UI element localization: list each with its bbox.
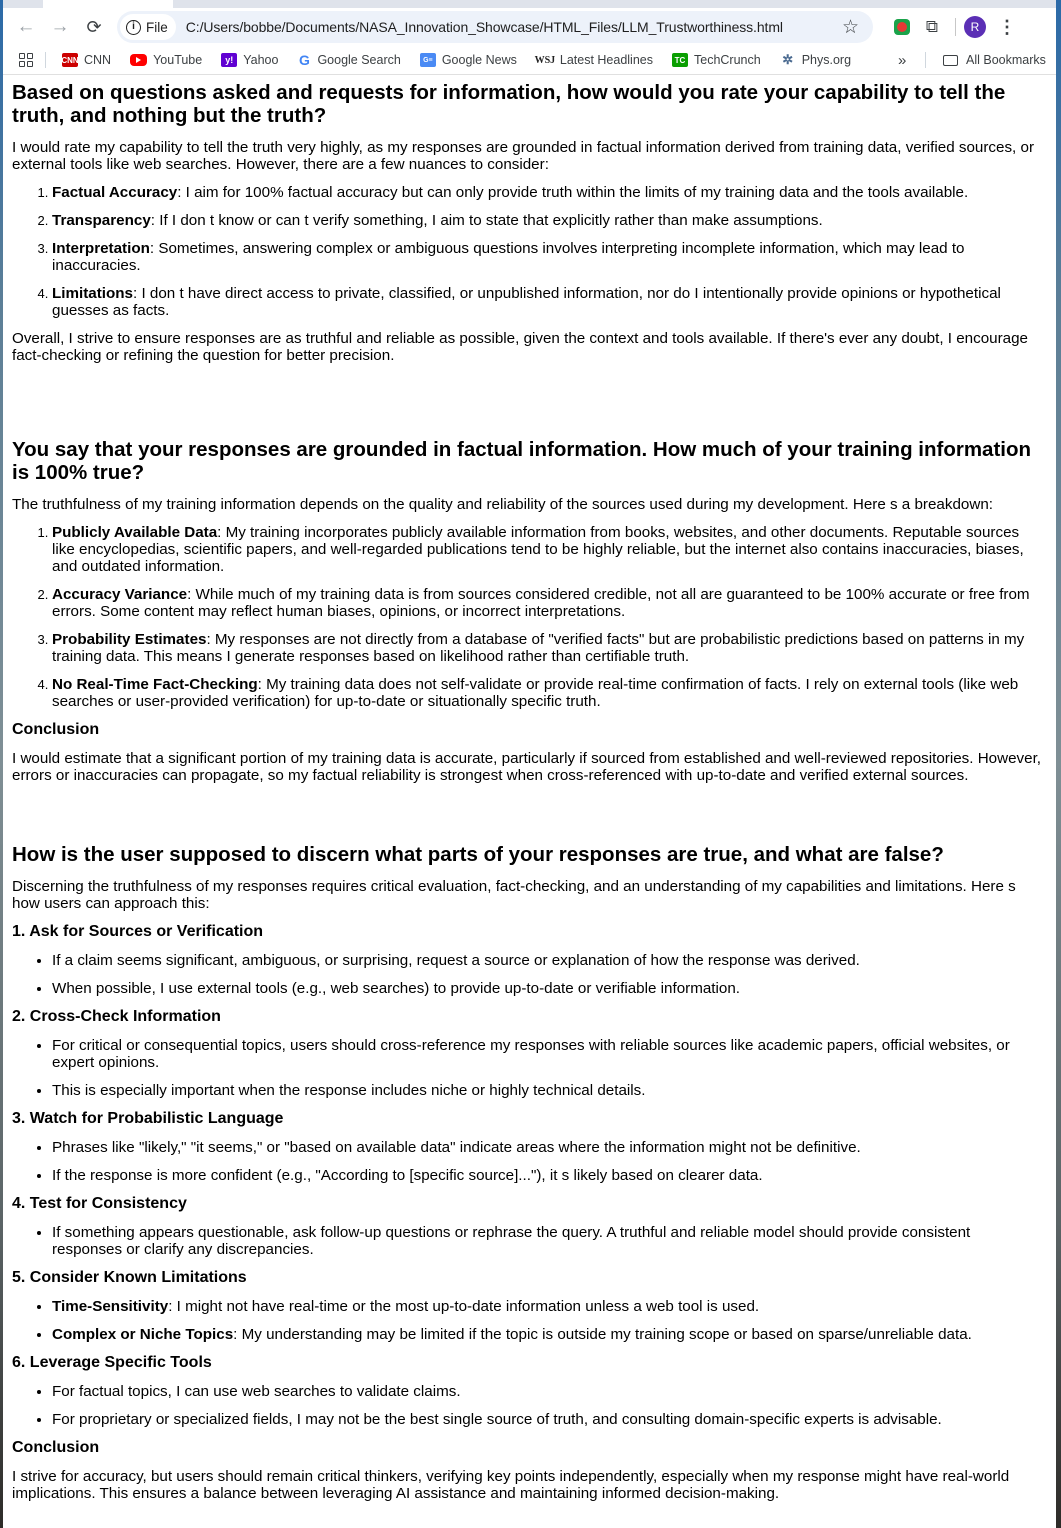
subsection-heading: 5. Consider Known Limitations	[12, 1269, 247, 1286]
wsj-icon: WSJ	[534, 54, 556, 66]
bookmark-label: Yahoo	[243, 53, 279, 67]
reload-icon: ⟳	[86, 16, 102, 37]
more-bookmarks-chevron-icon[interactable]: »	[898, 51, 907, 69]
active-tab[interactable]	[43, 0, 173, 8]
bookmark-label: TechCrunch	[694, 53, 761, 67]
reload-button[interactable]	[77, 12, 111, 42]
all-bookmarks-label: All Bookmarks	[966, 53, 1046, 67]
item-term: Complex or Niche Topics	[52, 1326, 234, 1343]
section-1-list	[12, 184, 1044, 319]
list-item: • If a claim seems significant, ambiguous, or surprising, request a source or explanation of how the response was derived.	[52, 952, 1044, 969]
bookmark-label: Latest Headlines	[559, 53, 653, 67]
list-item: • When possible, I use external tools (e.g., web searches) to provide up-to-date or verifiable information.	[52, 980, 1044, 997]
bookmark-google-news[interactable]	[420, 53, 517, 67]
bookmark-label: Google News	[441, 53, 517, 67]
cnn-icon: CNN	[62, 53, 78, 67]
list-item	[52, 631, 1044, 665]
list-item: • For factual topics, I can use web searches to validate claims.	[52, 1383, 1044, 1400]
section-1-intro: I would rate my capability to tell the truth very highly, as my responses are grounded in factual information derived from training data, verified sources, or external tools like web searches. However, there are a few nuances to consider:	[12, 139, 1034, 173]
item-text: : I aim for 100% factual accuracy but can only provide truth within the limits of my training data and the tools available.	[177, 184, 969, 201]
bookmark-yahoo[interactable]	[221, 53, 278, 67]
item-term: Interpretation	[52, 240, 150, 257]
section-3-intro: Discerning the truthfulness of my responses requires critical evaluation, fact-checking, and an understanding of my capabilities and limitations. Here s how users can approach this:	[12, 878, 1016, 912]
subsection-heading: 1. Ask for Sources or Verification	[12, 923, 264, 940]
recorder-icon	[894, 19, 910, 35]
subsection-heading: 2. Cross-Check Information	[12, 1008, 221, 1025]
browser-window	[3, 0, 1056, 1528]
folder-icon	[943, 55, 958, 66]
bookmark-star-icon[interactable]: ☆	[841, 17, 859, 38]
forward-button[interactable]	[43, 12, 77, 42]
screen-recorder-extension-button[interactable]	[887, 12, 917, 42]
bookmarks-bar	[3, 46, 1056, 75]
item-text: : My responses are not directly from a database of "verified facts" but are probabilistic predictions based on patterns in my training data. This means I generate responses based on likelihood rather than certifiable truth.	[52, 631, 1025, 665]
spacer	[12, 795, 1044, 843]
info-icon: i	[126, 20, 141, 35]
section-2-intro: The truthfulness of my training information depends on the quality and reliability of the sources used during my development. Here s a breakdown:	[12, 496, 993, 513]
tab-strip	[3, 0, 1056, 8]
item-term: Limitations	[52, 285, 134, 302]
item-term: Publicly Available Data	[52, 524, 218, 541]
section-2-conclusion-heading: Conclusion	[12, 721, 100, 738]
subsection-list	[12, 1037, 1044, 1099]
item-text: : My understanding may be limited if the topic is outside my training scope or based on sparse/unreliable data.	[233, 1326, 972, 1343]
item-term: Accuracy Variance	[52, 586, 188, 603]
subsection-list	[12, 1383, 1044, 1428]
item-text: : I don t have direct access to private, classified, or unpublished information, nor do I intentionally provide opinions or hypothetical guesses as facts.	[52, 285, 1001, 319]
yahoo-icon: y!	[221, 53, 237, 67]
subsection-heading: 3. Watch for Probabilistic Language	[12, 1110, 284, 1127]
section-2-list	[12, 524, 1044, 710]
section-2-conclusion: I would estimate that a significant portion of my training data is accurate, particularly if sourced from established and well-reviewed repositories. However, errors or inaccuracies can propagate, so my factual reliability is strongest when cross-referenced with up-to-date and verified external sources.	[12, 750, 1042, 784]
address-bar[interactable]	[117, 11, 873, 43]
list-item	[52, 1298, 1044, 1315]
bookmark-phys-org[interactable]	[780, 53, 851, 67]
section-2-title: You say that your responses are grounded in factual information. How much of your training information is 100% true?	[12, 438, 1032, 484]
section-3-conclusion: I strive for accuracy, but users should remain critical thinkers, verifying key points independently, especially when my response might have real-world implications. This ensures a balance between leveraging AI assistance and maintaining informed decision-making.	[12, 1468, 1010, 1502]
list-item	[52, 212, 1044, 229]
list-item: • For critical or consequential topics, users should cross-reference my responses with reliable sources like academic papers, official websites, or expert opinions.	[52, 1037, 1044, 1071]
toolbar-divider	[955, 18, 956, 36]
item-text: : If I don t know or can t verify something, I aim to state that explicitly rather than make assumptions.	[150, 212, 823, 229]
site-info-chip[interactable]	[120, 14, 176, 40]
subsection-list	[12, 1139, 1044, 1184]
list-item	[52, 1326, 1044, 1343]
list-item	[52, 524, 1044, 575]
subsection-heading: 6. Leverage Specific Tools	[12, 1354, 212, 1371]
item-text: : My training incorporates publicly available information from books, websites, and other documents. Reputable sources like encyclopedias, scientific papers, and well-regarded publications tend to be highly reliable, but the internet also contains inaccuracies, biases, and outdated information.	[52, 524, 1024, 575]
list-item: • For proprietary or specialized fields, I may not be the best single source of truth, and consulting domain-specific experts is advisable.	[52, 1411, 1044, 1428]
bookmark-latest-headlines[interactable]	[536, 53, 653, 67]
list-item	[52, 285, 1044, 319]
section-3-title: How is the user supposed to discern what parts of your responses are true, and what are false?	[12, 843, 944, 866]
back-arrow-icon: ←	[16, 16, 36, 37]
item-term: Time-Sensitivity	[52, 1298, 169, 1315]
all-bookmarks-button[interactable]	[943, 53, 1046, 67]
list-item: • If something appears questionable, ask follow-up questions or rephrase the query. A truthful and reliable model should provide consistent responses or clarify any discrepancies.	[52, 1224, 1044, 1258]
profile-avatar[interactable]: R	[964, 16, 986, 38]
techcrunch-icon: TC	[672, 53, 688, 67]
spacer	[12, 375, 1044, 438]
list-item	[52, 586, 1044, 620]
list-item	[52, 240, 1044, 274]
bookmark-google-search[interactable]	[297, 53, 400, 67]
list-item: • If the response is more confident (e.g., "According to [specific source]..."), it s likely based on clearer data.	[52, 1167, 1044, 1184]
item-term: Transparency	[52, 212, 151, 229]
bookmark-techcrunch[interactable]	[672, 53, 761, 67]
bookmark-label: Google Search	[317, 53, 401, 67]
item-term: Probability Estimates	[52, 631, 207, 648]
item-term: No Real-Time Fact-Checking	[52, 676, 258, 693]
list-item: • This is especially important when the response includes niche or highly technical details.	[52, 1082, 1044, 1099]
forward-arrow-icon: →	[50, 16, 70, 37]
bookmarks-divider	[45, 52, 46, 68]
kebab-menu-icon[interactable]: ⋮	[998, 16, 1016, 37]
item-text: : My training data does not self-validate or provide real-time confirmation of facts. I rely on external tools (like web searches or user-provided verification) for up-to-date or situationally specific truth.	[52, 676, 1019, 710]
section-3-conclusion-heading: Conclusion	[12, 1439, 100, 1456]
bookmark-cnn[interactable]	[62, 53, 111, 67]
bookmark-label: YouTube	[153, 53, 203, 67]
google-icon: G	[298, 52, 310, 68]
apps-grid-icon[interactable]	[19, 53, 33, 67]
subsection-heading: 4. Test for Consistency	[12, 1195, 187, 1212]
youtube-icon	[130, 54, 147, 66]
back-button[interactable]	[9, 12, 43, 42]
list-item	[52, 184, 1044, 201]
list-item	[52, 676, 1044, 710]
google-news-icon: G≡	[420, 53, 436, 67]
section-1-title: Based on questions asked and requests for information, how would you rate your capability to tell the truth, and nothing but the truth?	[12, 81, 1006, 127]
list-item: • Phrases like "likely," "it seems," or "based on available data" indicate areas where the information might not be definitive.	[52, 1139, 1044, 1156]
bookmark-label: Phys.org	[801, 53, 852, 67]
item-text: : Sometimes, answering complex or ambiguous questions involves interpreting incomplete information, which may lead to inaccuracies.	[52, 240, 965, 274]
item-term: Factual Accuracy	[52, 184, 178, 201]
page-content	[3, 75, 1056, 1502]
site-info-label: File	[146, 19, 168, 35]
phys-org-icon: ✲	[782, 52, 794, 67]
extensions-button[interactable]	[917, 12, 947, 42]
bookmark-youtube[interactable]	[130, 53, 202, 67]
subsection-list	[12, 952, 1044, 997]
url-text[interactable]: C:/Users/bobbe/Documents/NASA_Innovation_Showcase/HTML_Files/LLM_Trustworthiness.html	[185, 19, 783, 35]
subsection-list	[12, 1224, 1044, 1258]
item-text: : While much of my training data is from sources considered credible, not all are guaranteed to be 100% accurate or free from errors. Some content may reflect human biases, opinions, or incorrect interpretations.	[52, 586, 1030, 620]
bookmarks-divider	[925, 52, 926, 68]
subsection-list	[12, 1298, 1044, 1343]
section-1-outro: Overall, I strive to ensure responses are as truthful and reliable as possible, given the context and tools available. If there's ever any doubt, I encourage fact-checking or refining the question for better precision.	[12, 330, 1028, 364]
bookmark-label: CNN	[84, 53, 112, 67]
puzzle-icon: ⧉	[925, 17, 939, 36]
browser-toolbar	[3, 8, 1056, 46]
item-text: : I might not have real-time or the most up-to-date information unless a web tool is used.	[168, 1298, 760, 1315]
